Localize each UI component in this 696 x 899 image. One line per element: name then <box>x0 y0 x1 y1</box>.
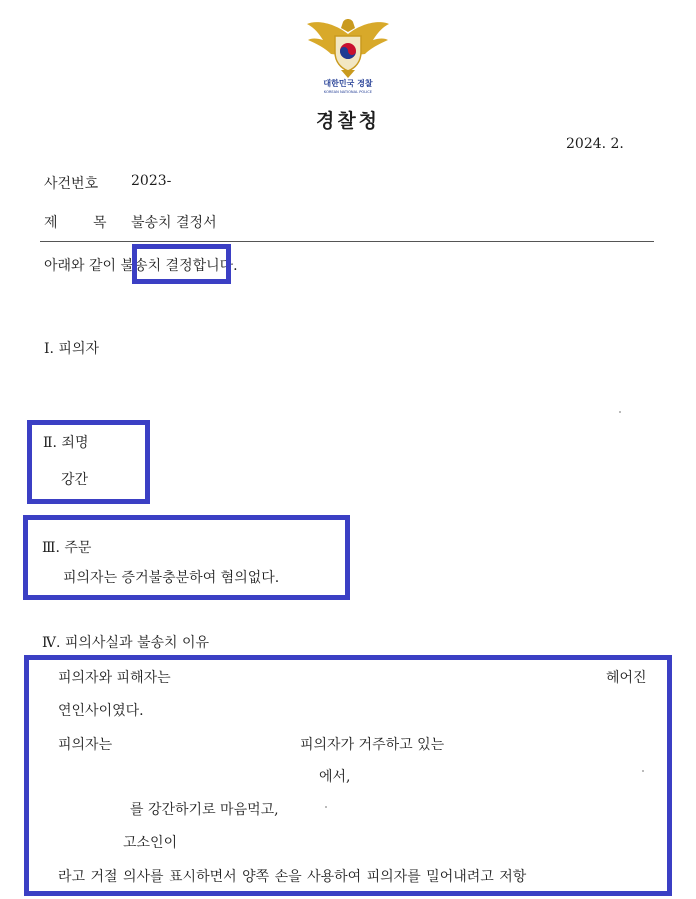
highlight-box-decision <box>132 244 231 284</box>
korean-national-police-emblem-icon <box>303 16 393 94</box>
highlight-box-charge <box>27 420 150 504</box>
section-facts-heading: Ⅳ. 피의사실과 불송치 이유 <box>42 635 210 651</box>
facts-line: 피의자가 거주하고 있는 <box>300 737 445 753</box>
facts-line: 에서, <box>319 769 351 785</box>
highlight-box-facts <box>24 655 672 896</box>
subject-label-char-1: 제 <box>44 215 58 231</box>
facts-line: 헤어진 <box>606 670 647 686</box>
facts-line: 고소인이 <box>123 835 178 851</box>
document-date: 2024. 2. <box>566 136 624 152</box>
facts-line: 연인사이였다. <box>58 703 144 719</box>
scan-speck <box>619 411 621 413</box>
svg-text:대한민국 경찰: 대한민국 경찰 <box>323 79 373 88</box>
header-divider <box>40 241 654 242</box>
scan-speck <box>642 770 644 772</box>
facts-line: 피의자와 피해자는 <box>58 670 171 686</box>
svg-text:KOREAN NATIONAL POLICE: KOREAN NATIONAL POLICE <box>323 90 373 94</box>
case-number-label: 사건번호 <box>44 176 99 192</box>
section-order-heading: Ⅲ. 주문 <box>42 540 92 556</box>
case-number-value: 2023- <box>131 173 172 189</box>
highlight-box-order <box>23 515 350 600</box>
facts-line: 를 강간하기로 마음먹고, <box>130 802 279 818</box>
facts-line: 라고 거절 의사를 표시하면서 양쪽 손을 사용하여 피의자를 밀어내려고 저항 <box>58 869 527 885</box>
order-text: 피의자는 증거불충분하여 혐의없다. <box>63 570 280 586</box>
charge-value: 강간 <box>61 472 89 488</box>
section-suspect-heading: Ⅰ. 피의자 <box>44 341 100 357</box>
subject-value: 불송치 결정서 <box>131 215 217 231</box>
scan-speck <box>325 806 327 808</box>
section-charge-heading: Ⅱ. 죄명 <box>43 435 89 451</box>
facts-line: 피의자는 <box>58 737 113 753</box>
subject-label-char-2: 목 <box>93 215 107 231</box>
decision-intro: 아래와 같이 불송치 결정합니다. <box>44 258 238 274</box>
agency-title: 경찰청 <box>315 110 381 132</box>
